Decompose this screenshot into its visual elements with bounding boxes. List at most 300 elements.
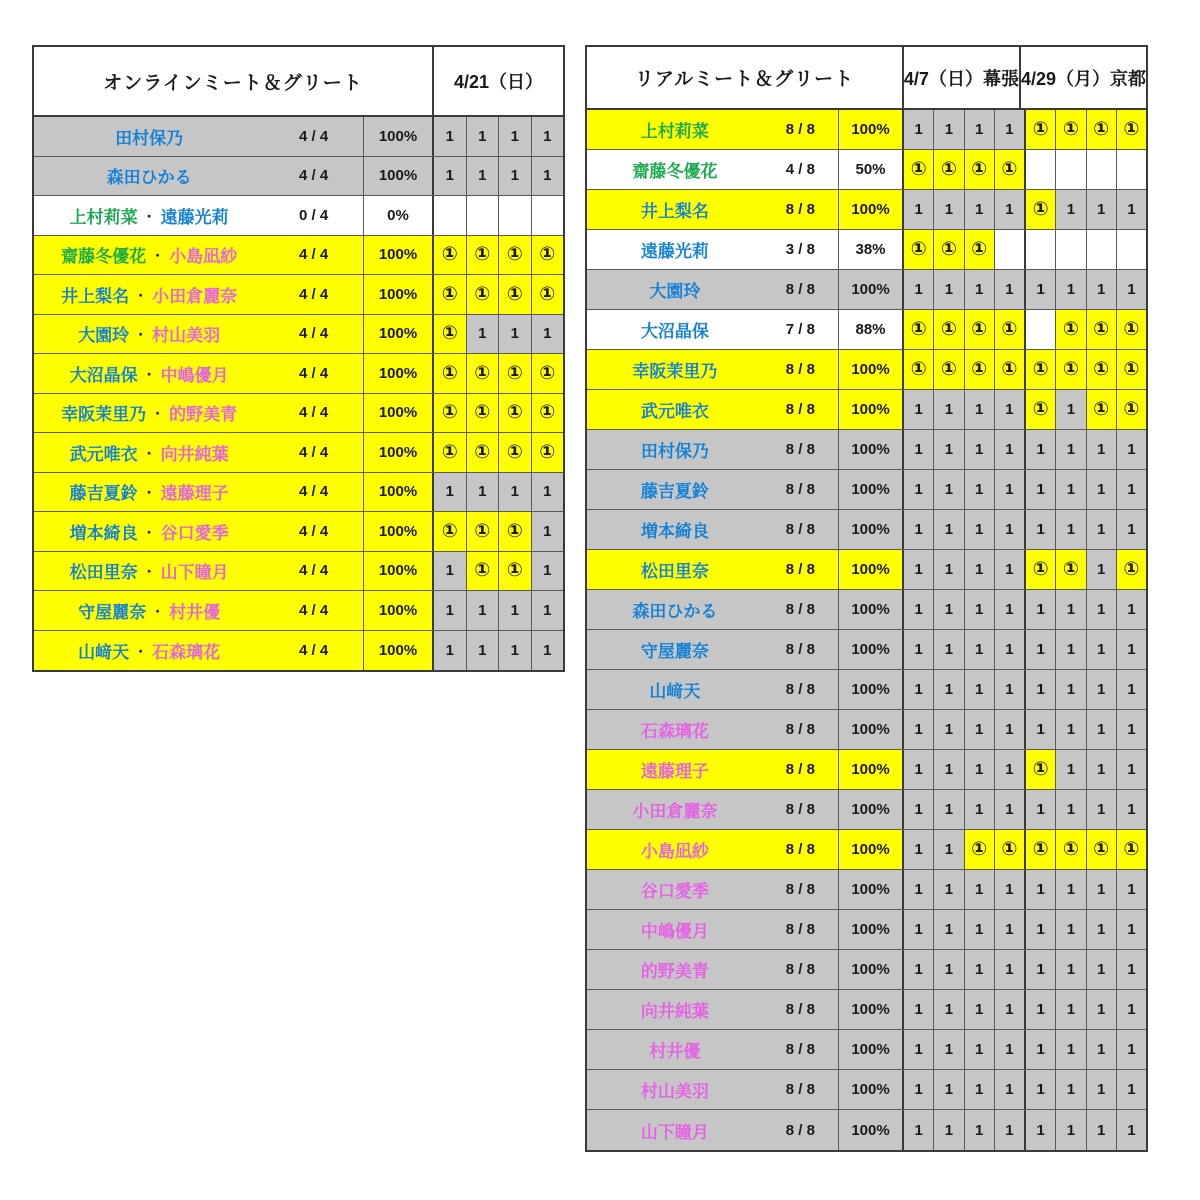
sold-percent: 100%: [364, 433, 434, 472]
sellout-cell: 1: [532, 473, 564, 512]
sellout-cell: 1: [1056, 1070, 1086, 1109]
sellout-cell: 1: [1056, 590, 1086, 629]
sellout-cell: 1: [904, 190, 934, 229]
sellout-cell: 1: [995, 790, 1026, 829]
member-name-text: 遠藤光莉: [160, 207, 229, 227]
sold-percent: 100%: [839, 710, 904, 749]
sellout-cell: 1: [965, 390, 995, 429]
sellout-cell: ①: [904, 310, 934, 349]
sellout-cell: [1087, 150, 1117, 189]
table-title: リアルミート＆グリート: [587, 47, 904, 108]
member-name-text: 谷口愛季: [640, 882, 709, 901]
sellout-cell: ①: [499, 275, 532, 314]
sold-count: 8 / 8: [785, 121, 815, 138]
member-name-cell: [34, 591, 364, 630]
member-name-text: 藤吉夏鈴: [640, 482, 709, 501]
sellout-cell: 1: [934, 950, 964, 989]
member-name-cell: [34, 433, 364, 472]
sellout-cell: 1: [1026, 470, 1056, 509]
sellout-cell: 1: [532, 512, 564, 551]
sellout-cell: 1: [1056, 790, 1086, 829]
member-name-text: 大園玲: [78, 326, 130, 346]
member-name: [34, 315, 264, 354]
sellout-cell: ①: [1056, 350, 1086, 389]
sellout-cell: ①: [1026, 750, 1056, 789]
name-separator: ・: [134, 327, 148, 343]
sellout-cell: ①: [467, 275, 500, 314]
table-row: [587, 550, 1146, 590]
member-name-text: 田村保乃: [115, 128, 184, 148]
sellout-cell: 1: [934, 990, 964, 1029]
sellout-cell: ①: [532, 275, 564, 314]
sold-count: 4 / 4: [299, 246, 329, 264]
sold-count: 8 / 8: [785, 361, 815, 378]
sellout-cell: 1: [965, 870, 995, 909]
sold-count: 8 / 8: [785, 841, 815, 858]
sellout-cell: 1: [1026, 910, 1056, 949]
sellout-cell: 1: [532, 631, 564, 671]
sellout-cell: 1: [904, 750, 934, 789]
member-name: [34, 117, 264, 156]
member-name-text: 田村保乃: [640, 442, 709, 461]
sold-count: 7 / 8: [785, 321, 815, 338]
sellout-cell: 1: [467, 315, 500, 354]
table-row: [587, 830, 1146, 870]
sellout-cell: ①: [965, 150, 995, 189]
member-name-cell: [587, 990, 839, 1029]
table-row: [587, 950, 1146, 990]
table-row: [587, 390, 1146, 430]
sold-percent: 100%: [364, 275, 434, 314]
sold-percent: 100%: [839, 590, 904, 629]
member-name-text: 谷口愛季: [160, 523, 229, 543]
sold-percent: 0%: [364, 196, 434, 235]
member-name-cell: [34, 552, 364, 591]
sellout-cell: ①: [499, 552, 532, 591]
table-row: [34, 157, 563, 197]
sellout-cell: ①: [1056, 830, 1086, 869]
table-title: オンラインミート＆グリート: [34, 47, 434, 115]
sold-count: 8 / 8: [785, 401, 815, 418]
sellout-cell: 1: [1056, 630, 1086, 669]
sellout-cell: 1: [1117, 510, 1146, 549]
sold-percent: 100%: [364, 315, 434, 354]
sellout-cell: 1: [1026, 670, 1056, 709]
sellout-cell: 1: [1056, 750, 1086, 789]
member-name-text: 山下瞳月: [160, 563, 229, 583]
sellout-cell: 1: [904, 830, 934, 869]
sellout-cell: 1: [904, 590, 934, 629]
sellout-cell: 1: [1056, 1110, 1086, 1150]
sellout-cell: 1: [995, 190, 1026, 229]
sellout-cell: 1: [995, 390, 1026, 429]
member-name-text: 小田倉麗奈: [152, 286, 238, 306]
sold-count: 8 / 8: [785, 481, 815, 498]
sold-count: 4 / 4: [299, 127, 329, 145]
sellout-cell: 1: [1087, 630, 1117, 669]
name-separator: ・: [151, 603, 165, 619]
sold-count: 0 / 4: [299, 206, 329, 224]
member-name-cell: [34, 236, 364, 275]
sellout-cell: 1: [1026, 950, 1056, 989]
member-name: [587, 510, 763, 549]
sellout-cell: 1: [934, 750, 964, 789]
sellout-cell: ①: [532, 236, 564, 275]
sellout-cell: 1: [1117, 1110, 1146, 1150]
member-name-text: 大沼晶保: [69, 365, 138, 385]
sellout-cell: 1: [1117, 990, 1146, 1029]
sellout-cell: 1: [995, 950, 1026, 989]
sold-percent: 100%: [839, 990, 904, 1029]
sellout-cell: 1: [995, 1030, 1026, 1069]
member-name-text: 的野美青: [169, 405, 238, 425]
sellout-cell: 1: [467, 591, 500, 630]
table-row: [34, 591, 563, 631]
member-name-cell: [587, 1030, 839, 1069]
sellout-cell: 1: [1056, 670, 1086, 709]
member-name-text: 遠藤理子: [640, 762, 709, 781]
sellout-cell: 1: [965, 1030, 995, 1069]
member-name: [587, 990, 763, 1029]
sellout-cell: ①: [532, 394, 564, 433]
sellout-cell: 1: [995, 430, 1026, 469]
member-name: [587, 950, 763, 989]
sellout-cell: 1: [904, 630, 934, 669]
sellout-cell: 1: [467, 631, 500, 671]
sold-count: 4 / 8: [785, 161, 815, 178]
sellout-cell: 1: [934, 110, 964, 149]
member-name: [34, 631, 264, 671]
member-name-text: 大園玲: [649, 282, 701, 301]
member-name-text: 上村莉菜: [640, 122, 709, 141]
sellout-cell: 1: [934, 270, 964, 309]
sellout-cell: ①: [934, 350, 964, 389]
sellout-cell: 1: [995, 990, 1026, 1029]
sellout-cell: ①: [1056, 110, 1086, 149]
sellout-cell: 1: [904, 110, 934, 149]
sellout-cell: [1087, 230, 1117, 269]
member-name-text: 向井純葉: [160, 444, 229, 464]
sold-count: 8 / 8: [785, 1001, 815, 1018]
sellout-cell: ①: [467, 236, 500, 275]
sellout-cell: ①: [532, 433, 564, 472]
sellout-cell: 1: [1087, 990, 1117, 1029]
sellout-cell: ①: [499, 394, 532, 433]
table-row: [34, 631, 563, 671]
member-name-cell: [34, 157, 364, 196]
sellout-cell: 1: [1026, 510, 1056, 549]
member-name: [587, 750, 763, 789]
online-meet-greet-table: [32, 45, 565, 672]
sellout-cell: 1: [1026, 1110, 1056, 1150]
table-row: [34, 117, 563, 157]
sellout-cell: 1: [904, 390, 934, 429]
sellout-cell: 1: [965, 910, 995, 949]
sold-percent: 38%: [839, 230, 904, 269]
member-name-text: 井上梨名: [640, 202, 709, 221]
sellout-cell: 1: [499, 591, 532, 630]
member-name-cell: [587, 630, 839, 669]
sellout-cell: 1: [1117, 590, 1146, 629]
sellout-cell: 1: [1087, 470, 1117, 509]
member-name-text: 大沼晶保: [640, 322, 709, 341]
sellout-cell: 1: [934, 670, 964, 709]
sellout-cell: 1: [1056, 710, 1086, 749]
date-header: 4/21（日）: [434, 47, 563, 115]
sold-percent: 100%: [364, 354, 434, 393]
sold-percent: 100%: [839, 950, 904, 989]
sellout-cell: 1: [965, 790, 995, 829]
sold-percent: 100%: [839, 830, 904, 869]
member-name-cell: [587, 310, 839, 349]
sold-percent: 100%: [839, 350, 904, 389]
sellout-cell: 1: [1087, 790, 1117, 829]
member-name-text: 上村莉菜: [69, 207, 138, 227]
member-name-cell: [587, 670, 839, 709]
sellout-cell: 1: [1087, 710, 1117, 749]
sold-count: 8 / 8: [785, 201, 815, 218]
sellout-cell: [1117, 230, 1146, 269]
sellout-cell: 1: [934, 830, 964, 869]
sold-percent: 100%: [839, 110, 904, 149]
sellout-cell: 1: [1087, 510, 1117, 549]
table-row: [587, 110, 1146, 150]
sellout-cell: 1: [995, 110, 1026, 149]
sellout-cell: 1: [1026, 270, 1056, 309]
sellout-cell: ①: [1087, 310, 1117, 349]
sellout-cell: 1: [995, 870, 1026, 909]
sellout-cell: 1: [467, 473, 500, 512]
sellout-cell: 1: [499, 473, 532, 512]
sellout-cell: 1: [995, 630, 1026, 669]
sold-percent: 100%: [839, 390, 904, 429]
sold-count: 4 / 4: [299, 522, 329, 540]
member-name-text: 齋藤冬優花: [632, 162, 718, 181]
table-row: [34, 354, 563, 394]
member-name-text: 増本綺良: [640, 522, 709, 541]
table-row: [587, 1030, 1146, 1070]
member-name-text: 小田倉麗奈: [632, 802, 718, 821]
member-name: [587, 270, 763, 309]
sellout-cell: 1: [1026, 790, 1056, 829]
sellout-cell: 1: [904, 270, 934, 309]
sellout-cell: 1: [1056, 470, 1086, 509]
sellout-cell: 1: [532, 157, 564, 196]
sellout-cell: 1: [1056, 390, 1086, 429]
sold-percent: 100%: [839, 270, 904, 309]
sellout-cell: 1: [1056, 270, 1086, 309]
sellout-cell: 1: [965, 670, 995, 709]
sellout-cell: [1056, 230, 1086, 269]
table-header-row: [34, 47, 563, 117]
sellout-cell: 1: [1117, 430, 1146, 469]
member-name: [587, 550, 763, 589]
sellout-cell: 1: [532, 552, 564, 591]
sellout-cell: 1: [934, 1030, 964, 1069]
sellout-cell: 1: [995, 590, 1026, 629]
member-name-cell: [587, 790, 839, 829]
member-name: [587, 670, 763, 709]
member-name-cell: [587, 1070, 839, 1109]
member-name-text: 石森璃花: [152, 642, 221, 662]
sellout-cell: 1: [1117, 710, 1146, 749]
member-name-text: 山﨑天: [649, 682, 701, 701]
table-row: [34, 512, 563, 552]
member-name-cell: [587, 910, 839, 949]
sellout-cell: 1: [1117, 790, 1146, 829]
member-name-cell: [587, 510, 839, 549]
sellout-cell: 1: [1056, 510, 1086, 549]
sellout-cell: [467, 196, 500, 235]
member-name-cell: [34, 354, 364, 393]
sellout-cell: 1: [1056, 870, 1086, 909]
sellout-cell: 1: [995, 1110, 1026, 1150]
table-row: [34, 433, 563, 473]
sellout-cell: 1: [467, 157, 500, 196]
sellout-cell: 1: [1026, 430, 1056, 469]
sellout-cell: 1: [1026, 590, 1056, 629]
sellout-cell: 1: [1056, 990, 1086, 1029]
member-name-text: 中嶋優月: [640, 922, 709, 941]
sellout-cell: 1: [1087, 670, 1117, 709]
sellout-cell: ①: [965, 350, 995, 389]
member-name: [34, 552, 264, 591]
member-name-text: 村井優: [649, 1042, 701, 1061]
sellout-cell: 1: [1026, 630, 1056, 669]
table-row: [34, 275, 563, 315]
sellout-cell: [995, 230, 1026, 269]
table-row: [587, 910, 1146, 950]
member-name-cell: [34, 631, 364, 671]
member-name-cell: [34, 394, 364, 433]
member-name: [34, 512, 264, 551]
sellout-cell: 1: [904, 670, 934, 709]
sold-count: 8 / 8: [785, 281, 815, 298]
sold-percent: 100%: [839, 190, 904, 229]
sellout-cell: 1: [1026, 1070, 1056, 1109]
member-name-cell: [587, 230, 839, 269]
member-name: [34, 473, 264, 512]
table-header-row: [587, 47, 1146, 110]
sellout-cell: ①: [965, 230, 995, 269]
member-name-cell: [34, 315, 364, 354]
sellout-cell: ①: [1087, 830, 1117, 869]
sellout-cell: 1: [1056, 1030, 1086, 1069]
sellout-cell: [1117, 150, 1146, 189]
member-name-cell: [587, 150, 839, 189]
sellout-cell: [1026, 230, 1056, 269]
sellout-cell: 1: [1117, 470, 1146, 509]
sellout-cell: 1: [965, 110, 995, 149]
sellout-cell: 1: [995, 750, 1026, 789]
member-name: [587, 630, 763, 669]
sold-percent: 100%: [364, 157, 434, 196]
sold-count: 8 / 8: [785, 801, 815, 818]
member-name-text: 藤吉夏鈴: [69, 484, 138, 504]
sellout-cell: ①: [467, 512, 500, 551]
member-name-text: 齋藤冬優花: [61, 247, 147, 267]
sellout-cell: 1: [904, 950, 934, 989]
sellout-cell: 1: [1087, 1110, 1117, 1150]
sellout-cell: 1: [467, 117, 500, 156]
sellout-cell: ①: [532, 354, 564, 393]
member-name: [587, 1030, 763, 1069]
member-name: [587, 830, 763, 869]
sold-count: 3 / 8: [785, 241, 815, 258]
sellout-cell: 1: [995, 710, 1026, 749]
sellout-cell: ①: [434, 236, 467, 275]
sellout-cell: ①: [965, 830, 995, 869]
member-name: [587, 110, 763, 149]
sellout-cell: [532, 196, 564, 235]
sellout-cell: 1: [1117, 870, 1146, 909]
member-name: [587, 230, 763, 269]
table-row: [587, 270, 1146, 310]
member-name: [587, 790, 763, 829]
sold-percent: 100%: [839, 670, 904, 709]
sold-percent: 100%: [839, 1070, 904, 1109]
member-name-cell: [587, 390, 839, 429]
member-name-cell: [34, 196, 364, 235]
member-name: [34, 196, 264, 235]
sellout-cell: 1: [1117, 270, 1146, 309]
member-name-text: 井上梨名: [61, 286, 130, 306]
member-name: [587, 590, 763, 629]
sellout-cell: 1: [1087, 1070, 1117, 1109]
table-row: [34, 236, 563, 276]
name-separator: ・: [134, 643, 148, 659]
date-header: 4/7（日）幕張: [904, 47, 1021, 108]
sellout-cell: ①: [434, 275, 467, 314]
sellout-cell: 1: [499, 117, 532, 156]
sellout-cell: ①: [434, 394, 467, 433]
sold-percent: 100%: [364, 591, 434, 630]
sold-percent: 100%: [839, 870, 904, 909]
member-name: [34, 236, 264, 275]
member-name-text: 向井純葉: [640, 1002, 709, 1021]
sellout-cell: ①: [467, 354, 500, 393]
sold-count: 8 / 8: [785, 601, 815, 618]
sellout-cell: 1: [1026, 990, 1056, 1029]
member-name-cell: [587, 270, 839, 309]
sold-percent: 100%: [839, 550, 904, 589]
sellout-cell: [1026, 310, 1056, 349]
sellout-cell: 1: [934, 430, 964, 469]
table-row: [587, 590, 1146, 630]
sellout-cell: ①: [1056, 310, 1086, 349]
table-row: [34, 473, 563, 513]
table-row: [587, 190, 1146, 230]
name-separator: ・: [134, 287, 148, 303]
sellout-cell: 1: [434, 157, 467, 196]
sellout-cell: ①: [1087, 390, 1117, 429]
member-name-cell: [587, 830, 839, 869]
sellout-cell: 1: [965, 430, 995, 469]
table-row: [587, 350, 1146, 390]
sold-percent: 88%: [839, 310, 904, 349]
sold-count: 4 / 4: [299, 404, 329, 422]
sellout-cell: 1: [1087, 950, 1117, 989]
sold-count: 8 / 8: [785, 441, 815, 458]
member-name-cell: [587, 470, 839, 509]
sold-percent: 50%: [839, 150, 904, 189]
table-row: [34, 552, 563, 592]
sellout-cell: 1: [965, 270, 995, 309]
sold-count: 4 / 4: [299, 483, 329, 501]
member-name: [587, 910, 763, 949]
sold-percent: 100%: [839, 430, 904, 469]
member-name-cell: [587, 110, 839, 149]
